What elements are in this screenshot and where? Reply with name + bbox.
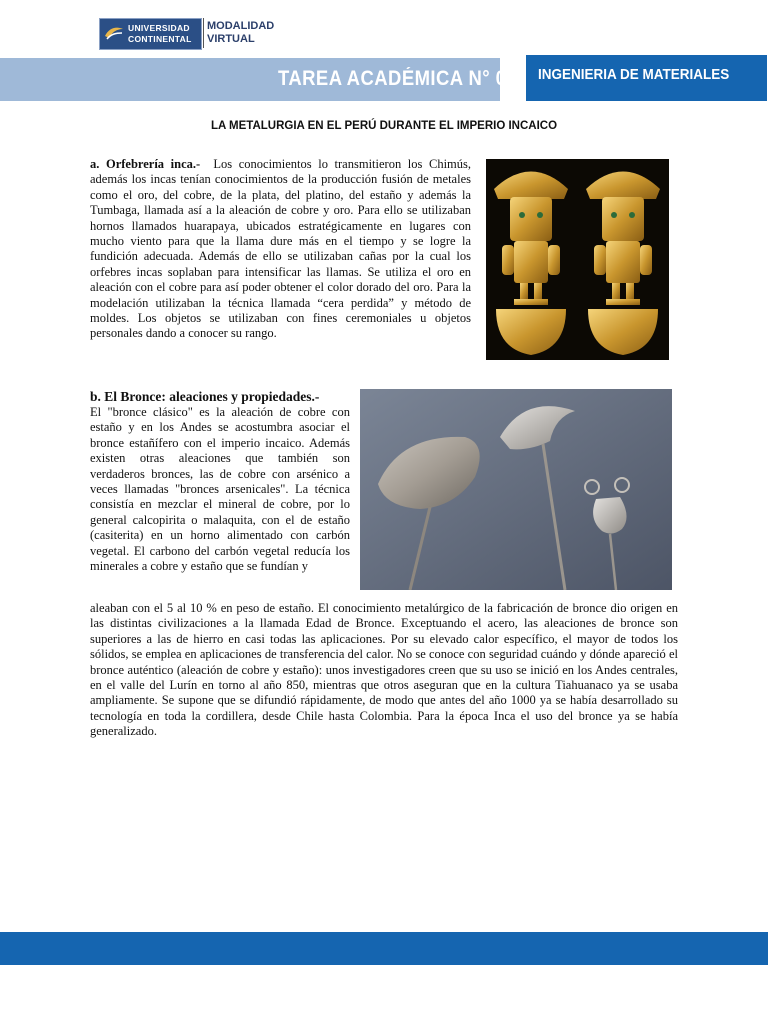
task-title: TAREA ACADÉMICA N° 01 [278,67,518,90]
section-b-body-part2: aleaban con el 5 al 10 % en peso de estaño. El conocimiento metalúrgico de la fabricación de bronce dio origen en las distintas civilizaciones a la llamada Edad de Bronce. Exceptuando el acero, las aleaciones de bronce son superiores a las de hierro en casi todas las aplicaciones. Por su elevado calor específico, el mayor de todos los sólidos, se emplea en aplicaciones de transferencia del calor. No se conoce con seguridad cuándo y dónde apareció el bronce auténtico (aleación de cobre y estaño): unos investigadores creen que su uso se inició en los Andes centrales, en el valle del Lurín en torno al año 850, mientras que otros aseguran que en la cultura Tiahuanaco ya se usaba ampliamente. Se supone que se difundió rápidamente, de modo que antes del año 1000 ya se había desarrollado su tecnología en toda la cordillera, desde Chile hasta Colombia. Para la época Inca el uso del bronce ya se había generalizado. [90,601,678,739]
bronze-tools-image [360,389,672,590]
university-logo [99,18,279,50]
section-a-body: Los conocimientos lo transmitieron los Chimús, además los incas tenían conocimientos de la producción fusión de metales como el oro, del cobre, de la plata, del platino, del estaño y además la Tumbaga, llamada así a la aleación de cobre y oro. Para ello se utilizaban hornos llamados huarapaya, ubicados estratégicamente en lugares con mucho viento para que la llama dure más en el tiempo y se logre la fundición adecuada. Además de ello se utilizaban cañas por la cual los orfebres incas soplaban para intensificar las llamas. Se utiliza el oro en aleación con el cobre para así poder obtener el color dorado del oro. Para la modelación utilizaban la técnica llamada “cera perdida” y método de moldes. Los objetos se utilizaban con fines ceremoniales u objetos personales dando a conocer su rango. [90,157,472,341]
logo-emblem-icon [104,24,124,42]
footer-bar [0,932,768,965]
section-b-heading: b. El Bronce: aleaciones y propiedades.- [90,389,320,404]
modality-line2: VIRTUAL [207,33,255,45]
logo-text-line1: UNIVERSIDAD [128,23,190,33]
tumi-illustration [486,159,669,360]
logo-badge [99,18,202,50]
section-a-paragraph [90,157,471,342]
logo-text-line2: CONTINENTAL [128,34,192,44]
section-b-body-part1: El "bronce clásico" es la aleación de cobre con estaño y en los Andes se acostumbra asociar el bronce estañífero con el imperio incaico. Además existen otras aleaciones que también son verdaderos bronces, las de cobre con arsénico a veces llamadas "bronces arsenicales". La técnica consistía en mezclar el mineral de cobre, por lo general calcopirita o malaquita, con el de estaño (casiterita) en un horno alimentado con carbón vegetal. El carbono del carbón vegetal reducía los minerales a cobre y estaño que se fundían y [90,405,350,574]
logo-divider [203,18,204,48]
gold-tumi-image [486,159,669,360]
modality-line1: MODALIDAD [207,20,275,32]
section-a-heading: a. Orfebrería inca.- [90,157,201,171]
document-title: LA METALURGIA EN EL PERÚ DURANTE EL IMPERIO INCAICO [210,120,558,132]
bronze-illustration [360,389,672,590]
course-name: INGENIERIA DE MATERIALES [538,66,730,83]
